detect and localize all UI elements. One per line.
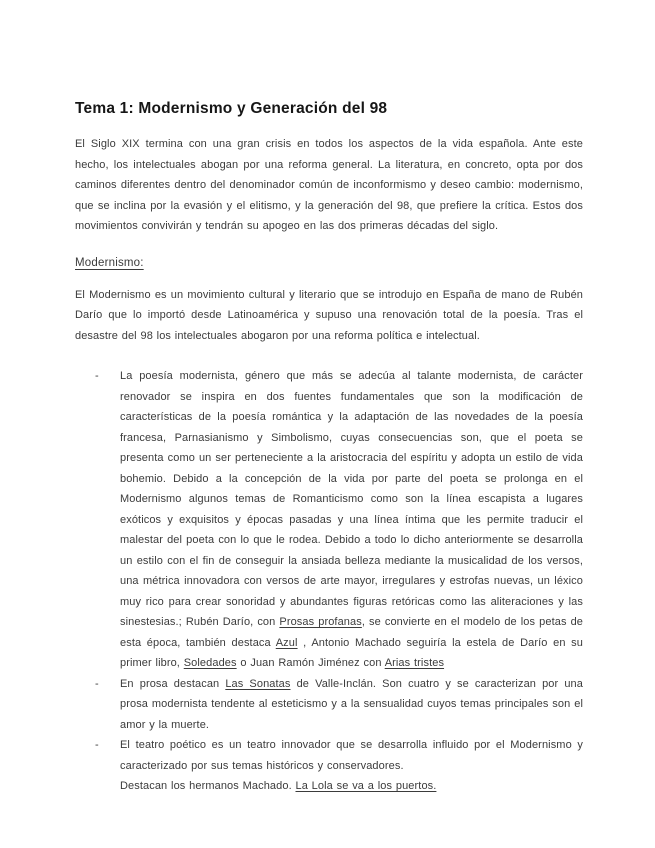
list-item-teatro bbox=[75, 735, 583, 776]
bullet-dash: - bbox=[95, 370, 99, 382]
bullet-text-teatro: El teatro poético es un teatro innovador que se desarrolla influido por el Modernismo y caracterizado por sus temas históricos y conservadores. bbox=[120, 739, 583, 772]
list-item-prosa bbox=[75, 674, 583, 736]
bullet-text-prosa: En prosa destacan Las Sonatas de Valle-Inclán. Son cuatro y se caracterizan por una prosa modernista tendente al esteticismo y a la sensualidad cuyos temas principales son el amor y la muerte. bbox=[120, 677, 583, 731]
list-item-closing bbox=[75, 776, 583, 797]
intro-paragraph: El Siglo XIX termina con una gran crisis en todos los aspectos de la vida española. Ante este hecho, los intelectuales abogan por una reforma general. La literatura, en concreto, opta por dos caminos diferentes dentro del denominador común de inconformismo y deseo cambio: modernismo, que se inclina por la evasión y el elitismo, y la generación del 98, que prefiere la crítica. Estos dos movimientos convivirán y tendrán su apogeo en las dos primeras décadas del siglo. bbox=[75, 138, 583, 232]
list-item-poesia bbox=[75, 366, 583, 674]
section-lead-paragraph: El Modernismo es un movimiento cultural y literario que se introdujo en España de mano de Rubén Darío que lo importó desde Latinoamérica y supuso una renovación total de la poesía. Tras el desastre del 98 los intelectuales abogaron por una reforma política e intelectual. bbox=[75, 288, 583, 342]
page-title: Tema 1: Modernismo y Generación del 98 bbox=[75, 100, 388, 117]
bullet-dash: - bbox=[95, 739, 99, 751]
closing-line: Destacan los hermanos Machado. La Lola se va a los puertos. bbox=[120, 780, 437, 792]
bullet-text-poesia: La poesía modernista, género que más se adecúa al talante modernista, de carácter renovador se inspira en dos fuentes fundamentales que son la modificación de características de la poesía romántica y la adaptación de las novedades de la poesía francesa, Parnasianismo y Simbolismo, cuyas consecuencias son, que el poeta se presenta como un ser perteneciente a la aristocracia del espíritu y adopta un estilo de vida bohemio. Debido a la concepción de la vida por parte del poeta se prolonga en el Modernismo algunos temas de Romanticismo como son la línea escapista a lugares exóticos y exquisitos y épocas pasadas y una línea íntima que les permite traducir el malestar del poeta con lo que le rodea. Debido a todo lo dicho anteriormente se desarrolla un estilo con el fin de conseguir la ansiada belleza mediante la musicalidad de los versos, una métrica innovadora con versos de arte mayor, irregulares y estrofas nuevas, un léxico muy rico para crear sonoridad y abundantes figuras retóricas como las aliteraciones y las sinestesias.; Rubén Darío, con Prosas profanas, se convierte en el modelo de los petas de esta época, también destaca Azul , Antonio Machado seguiría la estela de Darío en su primer libro, Soledades o Juan Ramón Jiménez con Arias tristes bbox=[120, 370, 583, 669]
section-heading-modernismo: Modernismo: bbox=[75, 256, 144, 269]
bullet-list bbox=[75, 366, 583, 797]
bullet-dash: - bbox=[95, 677, 99, 690]
